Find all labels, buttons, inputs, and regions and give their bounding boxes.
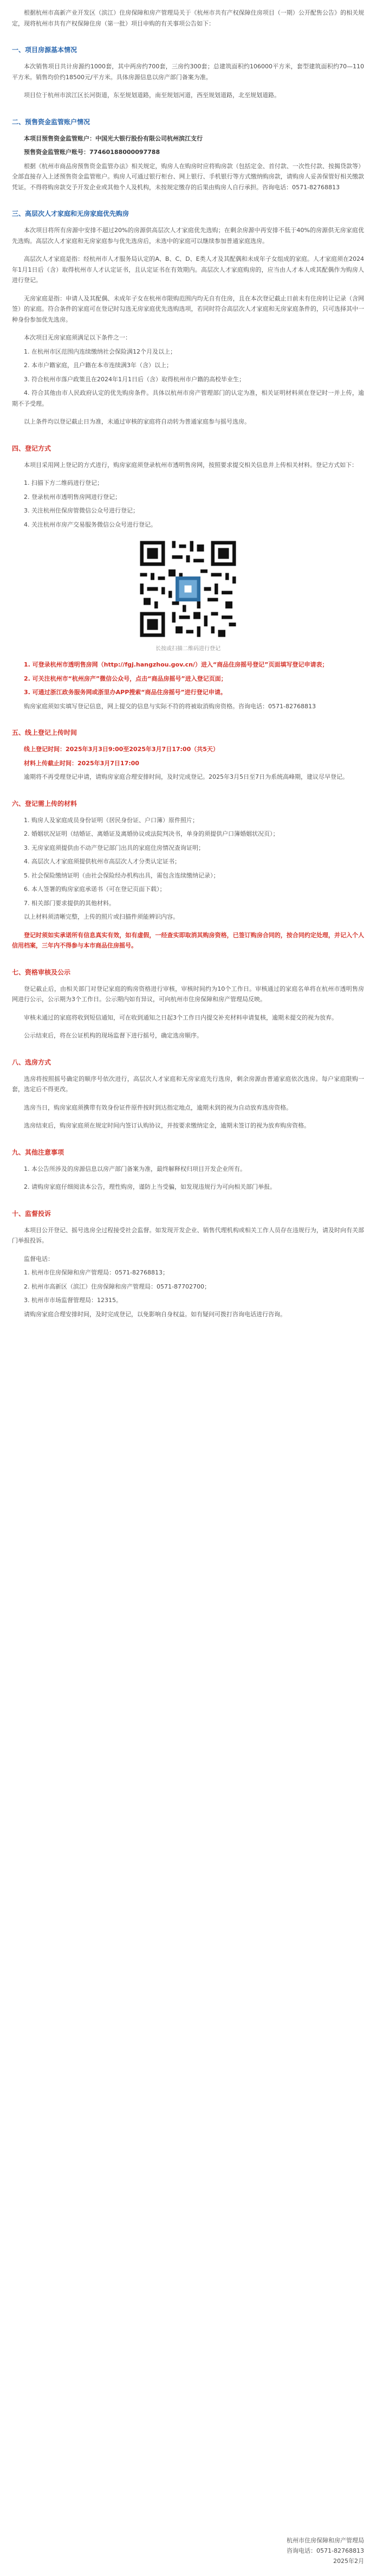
register-note: 购房家庭须如实填写登记信息，网上提交的信息与实际不符的将被取消购房资格。咨询电话：0571-82768813 [24,702,316,710]
timing-line: 线上登记时间：2025年3月3日9:00至2025年3月7日17:00（共5天） [24,746,219,753]
material-line: 2. 婚姻状况证明（结婚证、离婚证及离婚协议或法院判决书，单身的须提供户口簿婚姻状况页）； [24,830,279,837]
section-paragraph: 请购房家庭合理安排时间，及时完成登记，以免影响自身权益。如有疑问可拨打咨询电话进行咨询。 [24,1310,286,1318]
section-paragraph: 高层次人才家庭是指：经杭州市人才服务局认定的A、B、C、D、E类人才及其配偶和未成年子女组成的家庭。人才家庭须在2024年1月1日后（含）取得杭州市人才认定证书，且认定证书在有效期内。高层次人才家庭购房的，应当由人才本人或其配偶作为购房人进行登记。 [12,255,364,284]
section-7 [12,967,364,1041]
section-title: 四、登记方式 [12,444,51,452]
section-paragraph: 无房家庭是指：申请人及其配偶、未成年子女在杭州市限购范围内均无自有住房，且在本次登记截止日前未有住房转让记录（含网签）的家庭。符合条件的家庭可在登记时勾选无房家庭优先选购选项，若同时符合高层次人才家庭和无房家庭条件的，只可选择其中一种身份参加优先选房。 [12,294,364,323]
method-line: 1. 扫描下方二维码进行登记； [24,479,103,486]
footer [147,2535,364,2566]
bank-name: 本项目预售资金监管账户：中国光大银行股份有限公司杭州滨江支行 [24,134,203,142]
section-2 [12,117,364,193]
material-line: 6. 本人签署的购房家庭承诺书（可在登记页面下载）； [24,886,166,893]
section-paragraph: 本项目公开登记、摇号选房全过程接受社会监督。如发现开发企业、销售代理机构或相关工作人员存在违规行为，请及时向有关部门举报投诉。 [12,1226,364,1244]
section-3 [12,209,364,427]
warning-paragraph: 登记时须如实承诺所有信息真实有效，如有虚假，一经查实即取消其购房资格，已签订购房合同的，按合同约定处理，并记入个人信用档案，三年内不得参与本市商品住房摇号。 [12,931,364,949]
supervision-line: 2. 杭州市高新区（滨江）住房保障和房产管理局：0571-87702700； [24,1283,210,1290]
footer-org: 杭州市住房保障和房产管理局 [287,2537,364,2544]
material-line: 4. 高层次人才家庭须提供杭州市高层次人才分类认定证书； [24,858,180,865]
timing-line: 材料上传截止时间：2025年3月7日17:00 [24,759,139,767]
section-title: 八、选房方式 [12,1058,51,1066]
condition-line: 4. 符合其他由市人民政府认定的优先购房条件。具体以杭州市房产管理部门的认定为准，相关证明材料须在登记时一并上传，逾期不予受理。 [12,389,364,407]
section-paragraph: 公示结束后，将在公证机构的现场监督下进行摇号，确定选房顺序。 [24,1032,203,1039]
section-paragraph: 登记截止后，由相关部门对登记家庭的购房资格进行审核，审核时间约为10个工作日。审核通过的家庭名单将在杭州市透明售房网进行公示，公示期为3个工作日。公示期内如有异议，可向杭州市住房保障和房产管理局反映。 [12,985,364,1003]
section-title: 五、线上登记上传时间 [12,729,77,736]
section-paragraph: 以上条件均以登记截止日为准，未通过审核的家庭将自动转为普通家庭参与摇号选房。 [24,418,250,425]
register-line: 2. 可关注杭州市“杭州房产”微信公众号，点击“商品房摇号”进入登记页面； [24,675,227,682]
footer-contact: 咨询电话：0571-82768813 [287,2547,364,2554]
section-paragraph: 1. 本公告所涉及的房源信息以房产部门备案为准，最终解释权归项目开发企业所有。 [24,1165,246,1172]
section-paragraph: 选房将按照摇号确定的顺序号依次进行，高层次人才家庭和无房家庭先行选房，剩余房源由普通家庭依次选房。每户家庭限购一套，选定后不得更改。 [12,1075,364,1093]
method-line: 4. 关注杭州市房产交易服务微信公众号进行登记。 [24,521,157,528]
section-10 [12,1209,364,1320]
material-line: 3. 无房家庭须提供由不动产登记部门出具的家庭住房情况查询证明； [24,844,204,851]
supervision-line: 监督电话： [24,1255,54,1263]
condition-line: 2. 本市户籍家庭，且户籍在本市连续满3年（含）以上； [24,362,172,369]
section-5 [12,728,364,783]
section-9 [12,1148,364,1193]
section-title: 九、其他注意事项 [12,1148,64,1156]
bank-account: 预售资金监管账户账号：77460188000097788 [24,149,160,156]
qr-code-icon [137,537,239,640]
condition-line: 3. 符合杭州市落户政策且在2024年1月1日后（含）取得杭州市户籍的高校毕业生； [24,375,245,383]
section-paragraph: 本项目采用网上登记的方式进行，购房家庭须登录杭州市透明售房网，按照要求提交相关信息并上传相关材料。登记方式如下： [24,461,358,469]
section-4 [12,444,364,712]
qr-hint: 长按或扫描二维码进行登记 [155,646,221,652]
section-title: 七、资格审核及公示 [12,968,71,976]
register-line: 1. 可登录杭州市透明售房网（http://fgj.hangzhou.gov.cn/）进入“商品住房摇号登记”页面填写登记申请表； [24,661,328,668]
section-title: 三、高层次人才家庭和无房家庭优先购房 [12,210,129,217]
section-title: 十、监督投诉 [12,1209,51,1217]
section-6 [12,799,364,951]
section-paragraph: 2. 请购房家庭仔细阅读本公告，理性购房，谨防上当受骗，如发现违规行为可向相关部门举报。 [24,1183,276,1190]
method-line: 2. 登录杭州市透明售房网进行登记； [24,493,121,501]
material-line: 1. 购房人及家庭成员身份证明（居民身份证、户口簿）原件照片； [24,816,198,824]
footer-date: 2025年2月 [333,2558,364,2565]
condition-line: 1. 在杭州市区范围内连续缴纳社会保险满12个月及以上； [24,348,176,355]
register-line: 3. 可通过浙江政务服务网或浙里办APP搜索“商品住房摇号”进行登记申请。 [24,689,226,696]
timing-highlight: 逾期将不再受理登记申请，请购房家庭合理安排时间，及时完成登记。2025年3月5日至7日为系统高峰期，建议尽早登记。 [24,773,348,780]
section-1 [12,45,364,101]
section-paragraph: 本次销售项目共计房源约1000套，其中两房约700套，三房约300套；总建筑面积约106000平方米，套型建筑面积约70—110平方米。销售均价约18500元/平方米。具体房源信息以房产部门备案为准。 [12,63,364,81]
condition-line: 本次项目无房家庭须满足以下条件之一： [24,334,131,341]
supervision-line: 3. 杭州市市场监督管理局：12315。 [24,1297,122,1304]
method-line: 3. 关注杭州住保房管微信公众号进行登记； [24,507,139,514]
section-paragraph: 根据《杭州市商品房预售资金监管办法》相关规定，购房人在购房时应将购房款（包括定金、首付款、一次性付款、按揭贷款等）全部直接存入上述预售资金监管账户。购房人可通过银行柜台、网上银行、手机银行等方式缴纳购房款，请购房人妥善保管好相关缴款凭证。不得将购房款交予开发企业或其他个人及机构，未按规定缴存的后果由购房人自行承担。咨询电话：0571-82768813 [12,162,364,191]
section-title: 二、预售资金监管账户情况 [12,118,90,126]
section-paragraph: 本次项目将所有房源中安排不超过20%的房源供高层次人才家庭优先选购；在剩余房源中再安排不低于40%的房源供无房家庭优先选购。高层次人才家庭和无房家庭参与优先选房后，未选中的家庭可以继续参加普通家庭选房。 [12,227,364,245]
section-paragraph: 选房结束后，购房家庭须在规定时间内签订认购协议，并按要求缴纳定金，逾期未签订的视为放弃购房资格。 [24,1122,310,1129]
section-paragraph: 选房当日，购房家庭须携带有效身份证件原件按时到达指定地点，逾期未到的视为自动放弃选房资格。 [24,1104,292,1111]
supervision-line: 1. 杭州市住房保障和房产管理局：0571-82768813； [24,1269,168,1276]
section-title: 六、登记需上传的材料 [12,799,77,808]
section-paragraph: 项目位于杭州市滨江区长河街道，东至规划道路，南至规划河道，西至规划道路，北至规划道路。 [24,92,280,99]
section-paragraph: 以上材料须清晰完整，上传的照片或扫描件须能辨识内容。 [24,913,179,920]
material-line: 7. 相关部门要求提供的其他材料。 [24,899,115,907]
section-8 [12,1058,364,1131]
registration-qr-code[interactable] [137,537,239,640]
material-line: 5. 社会保险缴纳证明（由社会保险经办机构出具，需包含连续缴纳记录）； [24,872,219,879]
section-paragraph: 审核未通过的家庭将收到短信通知，可在收到通知之日起3个工作日内提交补充材料申请复核，逾期未提交的视为放弃。 [24,1014,338,1021]
intro-paragraph: 根据杭州市高新产业开发区（滨江）住房保障和房产管理局关于《杭州市共有产权保障住房项目（一期）公开配售公告》的相关规定，现将杭州市共有产权保障住房（第一批）项目申购的有关事项公告如下： [12,9,364,27]
section-title: 一、项目房源基本情况 [12,46,77,54]
